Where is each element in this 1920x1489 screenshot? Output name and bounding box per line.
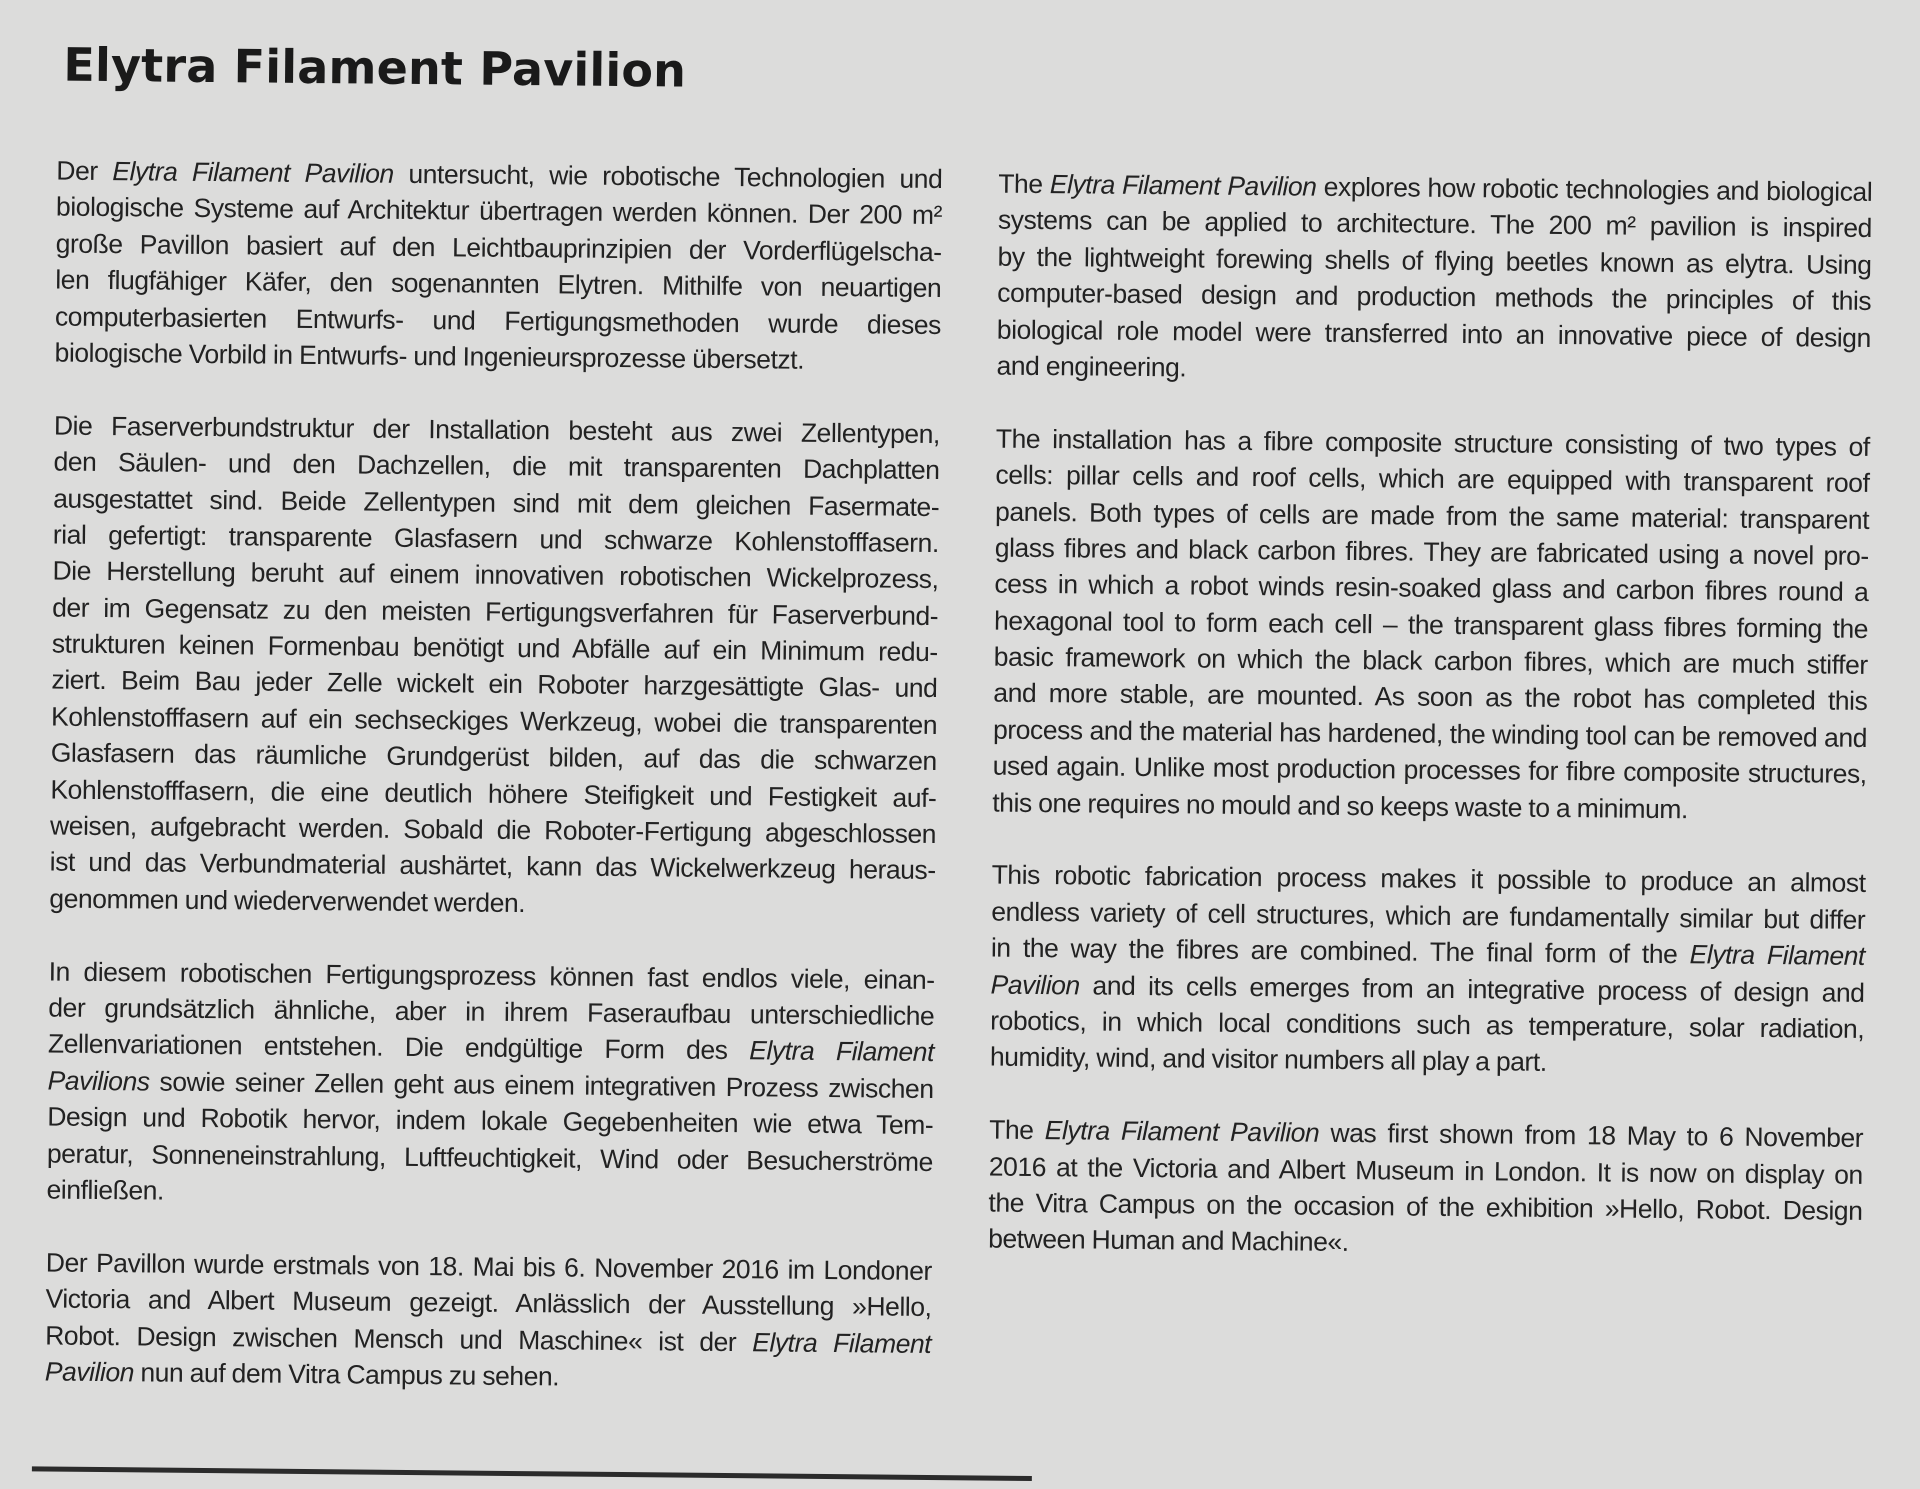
text-segment: in the way the fibres are combined. The final form of the [990,932,1690,970]
text-segment: endless variety of cell structures, which are fundamentally similar but differ [991,896,1866,935]
italic-text-segment: Elytra Filament [752,1326,932,1359]
text-segment: den Säulen- und den Dachzellen, die mit transparenten Dachplatten [53,446,940,486]
german-paragraph [49,407,940,925]
english-paragraph [992,420,1870,829]
text-segment: sowie seiner Zellen geht aus einem integrativen Prozess zwischen [149,1066,934,1104]
text-segment: der im Gegensatz zu den meisten Fertigungsverfahren für Faserverbund- [52,592,939,631]
text-segment: ist und das Verbundmaterial aushärtet, kann das Wickelwerkzeug heraus- [49,846,936,886]
text-segment: cess in which a robot winds resin-soaked glass and carbon fibres round a [994,568,1869,608]
text-segment: systems can be applied to architecture. The 200 m² pavilion is inspired [997,204,1873,244]
text-segment: Glasfasern das räumliche Grundgerüst bilden, auf das die schwarzen [50,737,937,777]
text-segment: biologische Systeme auf Architektur übertragen werden können. Der 200 m² [55,191,943,231]
text-segment: was first shown from 18 May to 6 November [1319,1117,1864,1154]
text-segment: used again. Unlike most production processes for fibre composite structures, [992,750,1867,790]
text-segment: untersucht, wie robotische Technologien und [393,158,943,195]
text-segment: Die Faserverbundstruktur der Installation besteht aus zwei Zellentypen, [53,410,941,449]
text-segment: 2016 at the Victoria and Albert Museum in London. It is now on display on [988,1151,1863,1190]
text-segment: glass fibres and black carbon fibres. They are fabricated using a novel pro- [994,532,1869,571]
text-segment: hexagonal tool to form each cell – the transparent glass fibres forming the [993,605,1869,644]
text-segment: this one requires no mould and so keeps waste to a minimum. [992,787,1689,824]
text-segment: ziert. Beim Bau jeder Zelle wickelt ein Roboter harzgesättigte Glas- und [51,664,938,704]
text-segment: biological role model were transferred into an innovative piece of design [996,314,1871,353]
text-segment: by the lightweight forewing shells of flying beetles known as elytra. Using [997,241,1872,280]
english-text-column [988,166,1873,1302]
italic-text-segment: Elytra Filament Pavilion [112,156,394,189]
text-segment: and more stable, are mounted. As soon as the robot has completed this [993,678,1868,717]
text-segment: genommen und wiederverwendet werden. [49,883,526,918]
text-segment: Kohlenstofffasern, die eine deutlich höhere Steifigkeit und Festigkeit auf- [50,774,937,813]
text-segment: große Pavillon basiert auf den Leichtbauprinzipien der Vorderflügelscha- [55,228,942,267]
text-segment: the Vitra Campus on the occasion of the exhibition »Hello, Robot. Design [988,1187,1863,1226]
text-segment: Victoria and Albert Museum gezeigt. Anlässlich der Ausstellung »Hello, [45,1283,932,1323]
italic-text-segment: Elytra Filament [749,1035,935,1068]
text-segment: computerbasierten Entwurfs- und Fertigungsmethoden wurde dieses [54,301,942,340]
italic-text-segment: Elytra Filament [1689,939,1866,972]
text-segment: This robotic fabrication process makes it possible to produce an almost [991,859,1866,899]
german-paragraph [46,953,934,1216]
german-paragraph [54,153,942,380]
text-segment: and engineering. [996,350,1187,383]
text-segment: rial gefertigt: transparente Glasfasern und schwarze Kohlenstofffasern. [52,519,939,558]
text-segment: weisen, aufgebracht werden. Sobald die Roboter-Fertigung abgeschlossen [49,810,937,850]
text-segment: nun auf dem Vitra Campus zu sehen. [133,1357,560,1392]
english-paragraph [990,857,1866,1084]
text-segment: Der Pavillon wurde erstmals von 18. Mai bis 6. November 2016 im Londoner [45,1247,932,1286]
english-paragraph [988,1112,1863,1266]
bottom-rule-divider [32,1466,1032,1481]
text-segment: Design und Robotik hervor, indem lokale Gegebenheiten wie etwa Tem- [47,1101,934,1141]
text-segment: explores how robotic technologies and biological [1316,171,1873,207]
text-segment: Die Herstellung beruht auf einem innovativen robotischen Wickelprozess, [52,555,939,595]
text-segment: The installation has a fibre composite structure consisting of two types of [995,423,1870,462]
text-segment: robotics, in which local conditions such as temperature, solar radiation, [990,1005,1865,1044]
english-paragraph [996,166,1872,393]
italic-text-segment: Pavilion [990,969,1080,1001]
text-segment: Zellenvariationen entstehen. Die endgültige Form des [47,1028,750,1066]
italic-text-segment: Pavilions [47,1065,150,1097]
text-segment: In diesem robotischen Fertigungsprozess können fast endlos viele, einan- [48,956,935,995]
panel-title: Elytra Filament Pavilion [63,37,687,98]
text-segment: humidity, wind, and visitor numbers all play a part. [989,1041,1547,1078]
text-segment: process and the material has hardened, the winding tool can be removed and [992,714,1868,753]
text-segment: cells: pillar cells and roof cells, which are equipped with transparent roof [995,459,1870,499]
text-segment: biologische Vorbild in Entwurfs- und Ingenieursprozesse übersetzt. [54,337,805,375]
text-segment: Der [56,155,113,187]
text-segment: Robot. Design zwischen Mensch und Maschine« ist der [45,1319,753,1357]
italic-text-segment: Elytra Filament Pavilion [1049,169,1317,202]
text-segment: peratur, Sonneneinstrahlung, Luftfeuchtigkeit, Wind oder Besucherströme [46,1138,934,1177]
italic-text-segment: Elytra Filament Pavilion [1044,1115,1320,1148]
text-segment: between Human and Machine«. [988,1223,1349,1258]
german-paragraph [45,1244,932,1398]
text-segment: and its cells emerges from an integrative process of design and [1079,970,1865,1008]
text-segment: len flugfähiger Käfer, den sogenannten Elytren. Mithilfe von neuartigen [55,264,942,304]
text-segment: einfließen. [46,1174,165,1206]
german-text-column [44,153,942,1435]
text-segment: computer-based design and production methods the principles of this [997,277,1872,317]
text-segment: The [998,168,1050,200]
text-segment: der grundsätzlich ähnliche, aber in ihrem Faseraufbau unterschiedliche [48,992,935,1031]
text-segment: The [989,1114,1045,1146]
text-segment: panels. Both types of cells are made from the same material: transparent [994,496,1870,535]
text-segment: strukturen keinen Formenbau benötigt und Abfälle auf ein Minimum redu- [51,628,938,668]
text-segment: basic framework on which the black carbon fibres, which are much stiffer [993,641,1868,681]
italic-text-segment: Pavilion [44,1356,135,1388]
text-segment: Kohlenstofffasern auf ein sechseckiges Werkzeug, wobei die transparenten [50,701,938,740]
text-segment: ausgestattet sind. Beide Zellentypen sind mit dem gleichen Fasermate- [53,483,940,522]
